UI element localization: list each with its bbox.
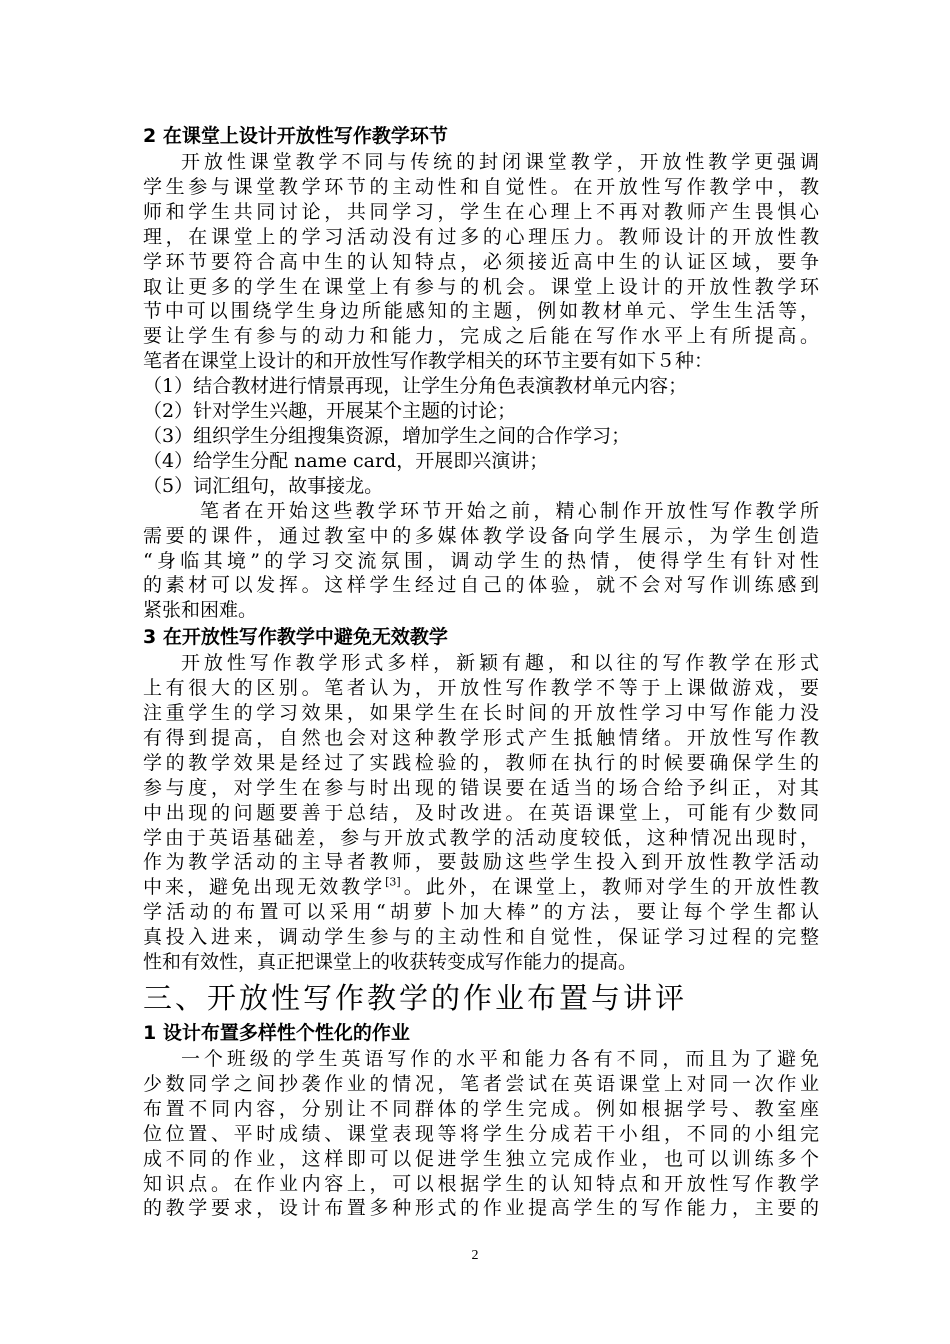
- text-line: 的素材可以发挥。这样学生经过自己的体验，就不会对写作训练感到: [143, 574, 819, 597]
- section2-list: [143, 374, 819, 499]
- section-heading-3: 3 在开放性写作教学中避免无效教学: [143, 626, 448, 649]
- page-number: 2: [471, 1248, 479, 1263]
- text-line: 师和学生共同讨论，共同学习，学生在心理上不再对教师产生畏惧心: [143, 200, 819, 223]
- section-heading-2: 2 在课堂上设计开放性写作教学环节: [143, 125, 448, 147]
- text-line: 中出现的问题要善于总结，及时改进。在英语课堂上，可能有少数同: [143, 801, 819, 824]
- section-heading-3-1: 1 设计布置多样性个性化的作业: [143, 1022, 410, 1044]
- text-line: 开放性课堂教学不同与传统的封闭课堂教学，开放性教学更强调: [181, 151, 819, 173]
- text-line: “身临其境”的学习交流氛围，调动学生的热情，使得学生有针对性: [143, 549, 819, 572]
- text-line: 学活动的布置可以采用“胡萝卜加大棒”的方法，要让每个学生都认: [143, 901, 819, 924]
- text-line: 学的教学效果是经过了实践检验的，教师在执行的时候要确保学生的: [143, 751, 819, 774]
- section3-paragraph: [143, 651, 819, 975]
- text-fragment: 。此外，在课堂上，教师对学生的开放性教: [400, 876, 819, 899]
- text-line: 性和有效性，真正把课堂上的收获转变成写作能力的提高。: [143, 951, 638, 974]
- text-line: 取让更多的学生在课堂上有参与的机会。课堂上设计的开放性教学环: [143, 275, 819, 298]
- document-page: [143, 122, 819, 1221]
- text-line: 布置不同内容，分别让不同群体的学生完成。例如根据学号、教室座: [143, 1097, 819, 1120]
- text-line: 笔者在开始这些教学环节开始之前，精心制作开放性写作教学所: [200, 499, 819, 522]
- text-line-with-citation: [143, 875, 819, 900]
- citation-marker: [3]: [385, 876, 401, 890]
- text-line: 笔者在课堂上设计的和开放性写作教学相关的环节主要有如下５种：: [143, 350, 714, 373]
- text-line: 要让学生有参与的动力和能力，完成之后能在写作水平上有所提高。: [143, 325, 819, 348]
- text-line: 有得到提高，自然也会对这种教学形式产生抵触情绪。开放性写作教: [143, 726, 819, 749]
- section3-1-paragraph: [143, 1047, 819, 1221]
- text-line: 一个班级的学生英语写作的水平和能力各有不同，而且为了避免: [181, 1048, 819, 1070]
- text-line: 真投入进来，调动学生参与的主动性和自觉性，保证学习过程的完整: [143, 926, 819, 949]
- section2-paragraph-1: [143, 150, 819, 374]
- text-line: 作为教学活动的主导者教师，要鼓励这些学生投入到开放性教学活动: [143, 851, 819, 874]
- list-item: （2）针对学生兴趣，开展某个主题的讨论；: [143, 400, 517, 423]
- list-item: （3）组织学生分组搜集资源，增加学生之间的合作学习；: [143, 424, 631, 447]
- list-item: （4）给学生分配 name card，开展即兴演讲；: [143, 449, 549, 472]
- text-line: 知识点。在作业内容上，可以根据学生的认知特点和开放性写作教学: [143, 1172, 819, 1195]
- text-line: 学生参与课堂教学环节的主动性和自觉性。在开放性写作教学中，教: [143, 175, 819, 198]
- text-line: 注重学生的学习效果，如果学生在长时间的开放性学习中写作能力没: [143, 702, 819, 725]
- list-item: （5）词汇组句，故事接龙。: [143, 474, 384, 497]
- text-line: 上有很大的区别。笔者认为，开放性写作教学不等于上课做游戏，要: [143, 677, 819, 700]
- section2-paragraph-2: [143, 499, 819, 624]
- text-line: 需要的课件，通过教室中的多媒体教学设备向学生展示，为学生创造: [143, 524, 819, 547]
- list-item: （1）结合教材进行情景再现，让学生分角色表演教材单元内容；: [143, 375, 688, 398]
- text-line: 少数同学之间抄袭作业的情况，笔者尝试在英语课堂上对同一次作业: [143, 1072, 819, 1095]
- text-line: 紧张和困难。: [143, 599, 258, 622]
- text-line: 节中可以围绕学生身边所能感知的主题，例如教材单元、学生生活等，: [143, 300, 819, 323]
- text-line: 位位置、平时成绩、课堂表现等将学生分成若干小组，不同的小组完: [143, 1122, 819, 1145]
- text-line: 学环节要符合高中生的认知特点，必须接近高中生的认证区域，要争: [143, 250, 819, 273]
- text-line: 的教学要求，设计布置多种形式的作业提高学生的写作能力，主要的: [143, 1197, 819, 1220]
- text-line: 参与度，对学生在参与时出现的错误要在适当的场合给予纠正，对其: [143, 776, 819, 799]
- text-fragment: 中来，避免出现无效教学: [143, 876, 386, 899]
- text-line: 学由于英语基础差，参与开放式教学的活动度较低，这种情况出现时，: [143, 826, 819, 849]
- text-line: 成不同的作业，这样即可以促进学生独立完成作业，也可以训练多个: [143, 1147, 819, 1170]
- text-line: 开放性写作教学形式多样，新颖有趣，和以往的写作教学在形式: [181, 652, 819, 675]
- chapter-heading-3: 三、开放性写作教学的作业布置与讲评: [143, 981, 688, 1015]
- text-line: 理，在课堂上的学习活动没有过多的心理压力。教师设计的开放性教: [143, 225, 819, 248]
